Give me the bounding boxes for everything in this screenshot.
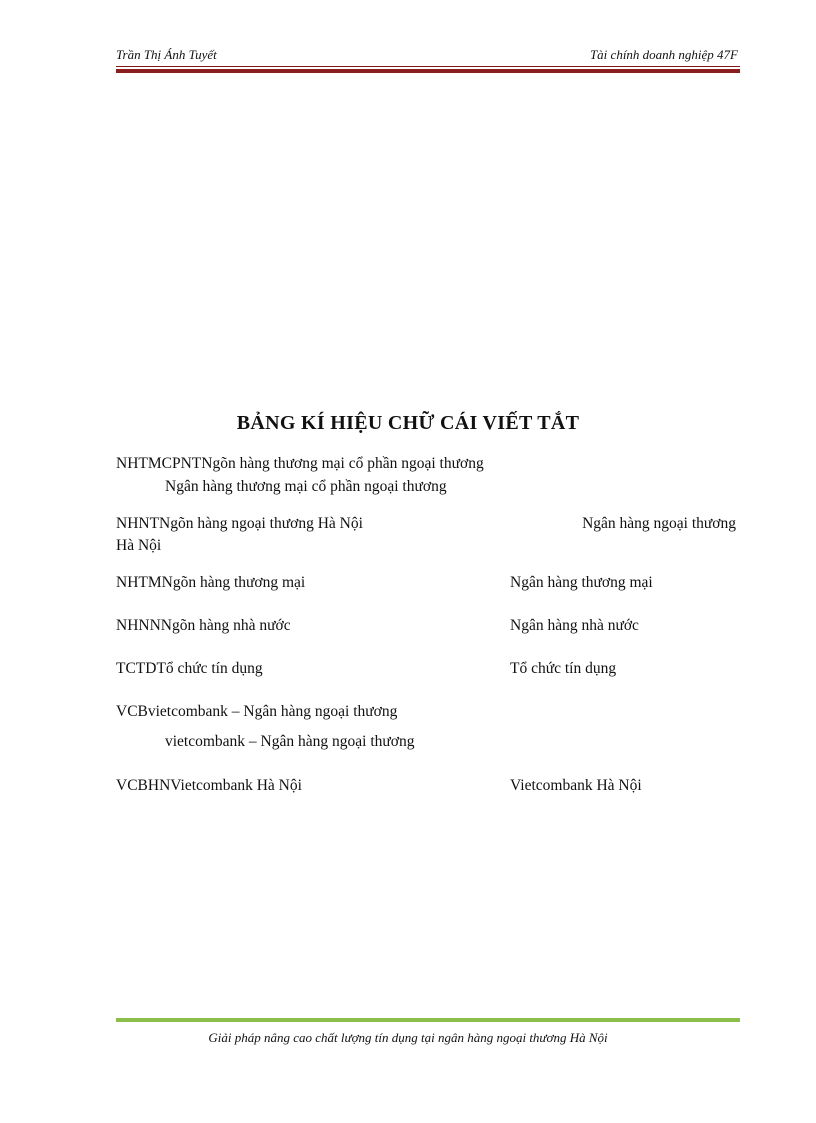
footer-text: Giải pháp nâng cao chất lượng tín dụng tại ngân hàng ngoại thương Hà Nội [208,1030,608,1045]
abbreviation-entry-definition: Ngân hàng thương mại cổ phần ngoại thương [165,478,447,495]
abbreviation-entry-definition: Ngân hàng ngoại thương [582,515,736,532]
abbreviation-entry-line: VCBvietcombank – Ngân hàng ngoại thương [116,703,398,720]
abbreviation-entry-definition: Ngân hàng thương mại [510,574,653,591]
abbreviation-entry-continuation: Hà Nội [116,537,162,554]
footer-divider [116,1018,740,1022]
abbreviation-entry-definition: Ngân hàng nhà nước [510,617,639,634]
page-title: BẢNG KÍ HIỆU CHỮ CÁI VIẾT TẮT [236,412,580,434]
abbreviation-entry-definition: Tổ chức tín dụng [510,660,617,677]
abbreviation-entry-line: TCTDTổ chức tín dụng [116,660,263,677]
header-author: Trần Thị Ánh Tuyết [116,47,217,62]
abbreviation-entry-line: NHNTNgõn hàng ngoại thương Hà Nội [116,515,363,532]
abbreviation-entry-line: NHTMNgõn hàng thương mại [116,574,306,591]
header-course: Tài chính doanh nghiệp 47F [589,47,738,62]
abbreviation-entry-definition: Vietcombank Hà Nội [510,777,642,794]
abbreviation-entry-line: NHTMCPNTNgõn hàng thương mại cổ phần ngoại thương [116,455,484,472]
header-divider-thick [116,69,740,73]
header-divider-thin [116,66,740,67]
abbreviation-entry-line: VCBHNVietcombank Hà Nội [116,777,302,794]
abbreviation-entry-line: NHNNNgõn hàng nhà nước [116,617,291,634]
abbreviation-entry-definition: vietcombank – Ngân hàng ngoại thương [165,733,415,750]
